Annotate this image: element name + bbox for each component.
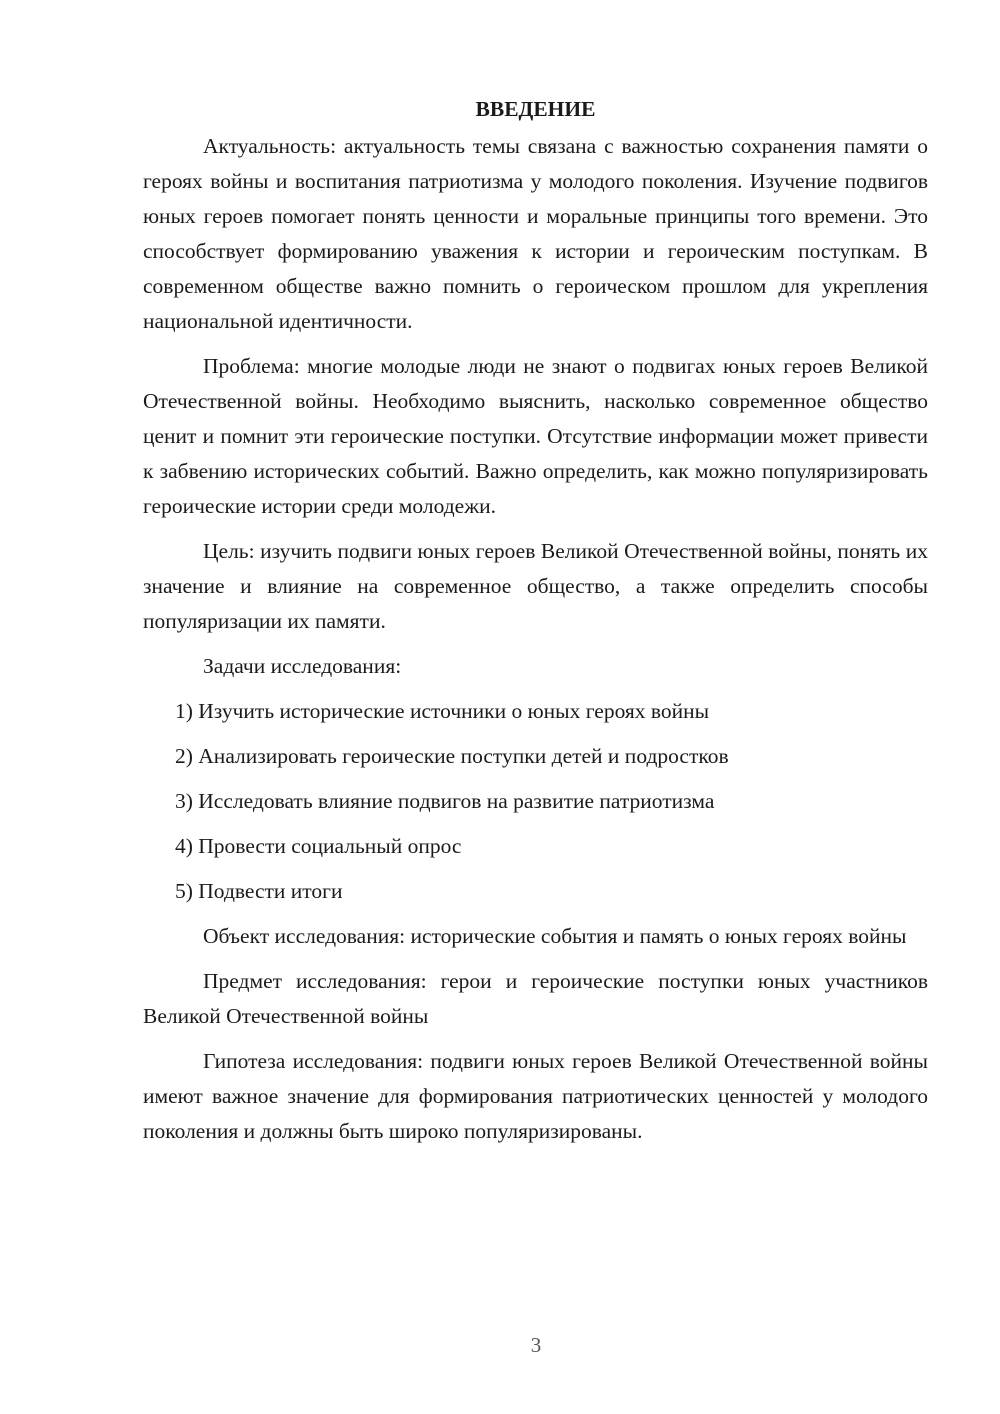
tasks-heading: Задачи исследования: [203, 654, 402, 678]
document-page [143, 92, 928, 1159]
list-item: 5) Подвести итоги [175, 879, 343, 903]
section-title: ВВЕДЕНИЕ [475, 97, 596, 121]
tasks-list [143, 694, 928, 909]
list-item: 3) Исследовать влияние подвигов на развитие патриотизма [175, 789, 715, 813]
problem-paragraph: Проблема: многие молодые люди не знают о подвигах юных героев Великой Отечественной войны. Необходимо выяснить, насколько современное общество ценит и помнит эти героические поступки. Отсутствие информации может привести к забвению исторических событий. Важно определить, как можно популяризировать героические истории среди молодежи. [143, 354, 928, 518]
goal-paragraph: Цель: изучить подвиги юных героев Великой Отечественной войны, понять их значение и влияние на современное общество, а также определить способы популяризации их памяти. [143, 539, 928, 633]
list-item: 4) Провести социальный опрос [175, 834, 462, 858]
list-item: 1) Изучить исторические источники о юных героях войны [175, 699, 710, 723]
hypothesis-paragraph: Гипотеза исследования: подвиги юных героев Великой Отечественной войны имеют важное значение для формирования патриотических ценностей у молодого поколения и должны быть широко популяризированы. [143, 1049, 928, 1143]
object-paragraph: Объект исследования: исторические события и память о юных героях войны [203, 924, 907, 948]
relevance-paragraph: Актуальность: актуальность темы связана с важностью сохранения памяти о героях войны и воспитания патриотизма у молодого поколения. Изучение подвигов юных героев помогает понять ценности и моральные принципы того времени. Это способствует формированию уважения к истории и героическим поступкам. В современном обществе важно помнить о героическом прошлом для укрепления национальной идентичности. [143, 134, 928, 333]
subject-paragraph: Предмет исследования: герои и героические поступки юных участников Великой Отечественной войны [143, 969, 928, 1028]
list-item: 2) Анализировать героические поступки детей и подростков [175, 744, 729, 768]
page-number: 3 [530, 1333, 542, 1357]
